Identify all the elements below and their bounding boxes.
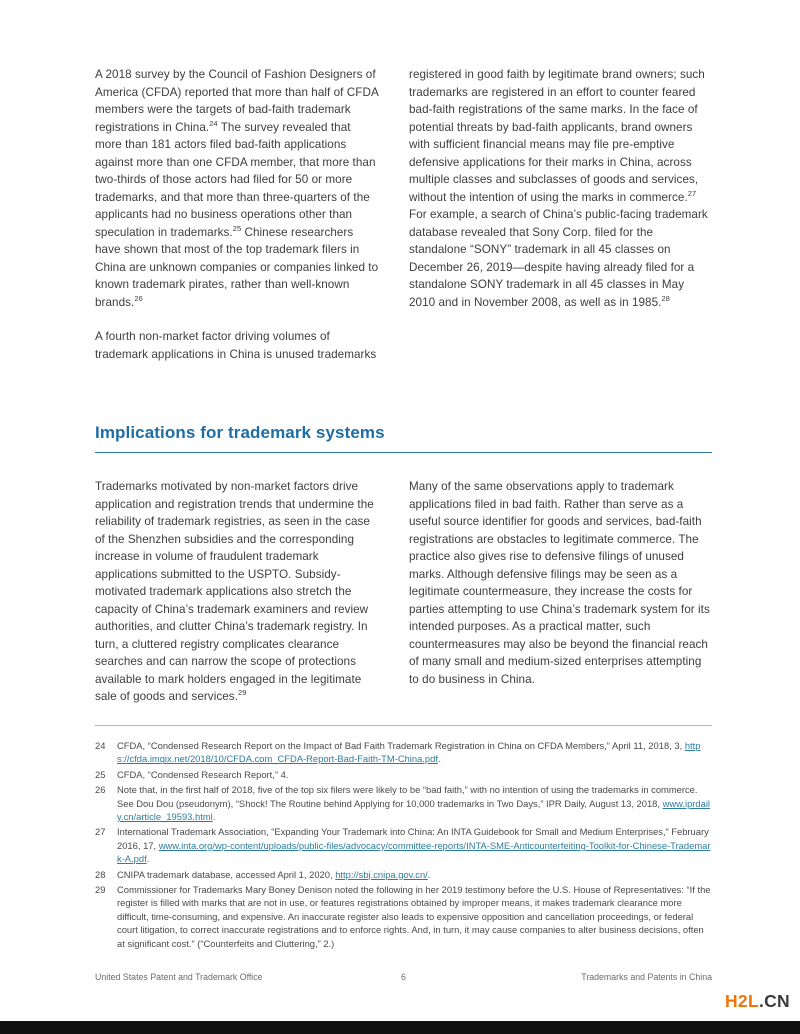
body-paragraph: [95, 478, 379, 706]
text-run: .: [212, 811, 216, 823]
top-left-column: [95, 66, 379, 363]
text-run: Commissioner for Trademarks Mary Boney Denison noted the following in her 2019 testimony before the U.S. House of Representatives: “If the register is filled with marks that are not in use, or features registrations obtained by improper means, it makes trademark clearance more difficult, time-consuming, and expensive. An inaccurate register also leads to expensive opposition and cancellation proceedings, or federal court litigation, to correct inaccurate registrations and to enforce rights. And, in turn, it may cause companies to alter business decisions, often at significant cost.” (“Counterfeits and Cluttering,” 2.): [117, 884, 711, 949]
footnote-ref: 29: [237, 688, 247, 698]
footnote-link[interactable]: www.inta.org/wp-content/uploads/public-files/advocacy/committee-reports/INTA-SME-Anticounterfeiting-Toolkit-for-Chinese-Trademark-A.pdf: [117, 839, 711, 865]
section-text-block: [95, 478, 712, 706]
text-run: CFDA, “Condensed Research Report,” 4.: [117, 768, 289, 780]
text-run: A fourth non-market factor driving volumes of trademark applications in China is unused trademarks: [95, 330, 377, 361]
text-run: The survey revealed that more than 181 actors filed bad-faith applications against more than one CFDA member, that more than two-thirds of those actors had filed for 50 or more trademarks, and that more than three-quarters of the applicants had no business operations other than speculation in trademarks.: [95, 120, 376, 239]
footnote-row: [95, 868, 712, 881]
top-text-block: [95, 66, 712, 363]
page-number: 6: [401, 972, 406, 982]
footer-organization: United States Patent and Trademark Office: [95, 972, 263, 982]
text-run: A 2018 survey by the Council of Fashion Designers of America (CFDA) reported that more than half of CFDA members were the targets of bad-faith trademark registrations in China.: [95, 68, 379, 134]
section-left-column: [95, 478, 379, 706]
watermark: [725, 991, 790, 1012]
footnote-link[interactable]: www.iprdaily.cn/article_19593.html: [117, 797, 711, 823]
footnote-row: [95, 739, 712, 766]
footnote-number: 25: [95, 768, 106, 780]
footnote-ref: 27: [687, 188, 697, 198]
footer-document-title: Trademarks and Patents in China: [581, 972, 712, 982]
text-run: .: [427, 868, 431, 880]
footnote-row: [95, 783, 712, 823]
footnote-row: [95, 768, 712, 781]
footnote-row: [95, 825, 712, 865]
body-paragraph: [95, 328, 379, 363]
implications-section: [95, 423, 712, 706]
text-run: Chinese researchers have shown that most of the top trademark filers in China are unknown companies or companies linked to known trademark pirates, rather than well-known brands.: [95, 225, 379, 309]
text-run: .: [146, 853, 150, 865]
text-run: For example, a search of China’s public-facing trademark database revealed that Sony Corp. filed for the standalone “SONY” trademark in all 45 classes on December 26, 2019—despite having already filed for a standalone SONY trademark in all 45 classes in May 2010 and in November 2008, as well as in 1985.: [409, 208, 708, 309]
footnote-number: 27: [95, 826, 106, 838]
text-run: CNIPA trademark database, accessed April 1, 2020,: [117, 868, 336, 880]
footnote-text: [117, 739, 712, 766]
text-run: CFDA, “Condensed Research Report on the Impact of Bad Faith Trademark Registration in China on CFDA Members,” April 11, 2018, 3,: [117, 740, 685, 751]
text-run: Many of the same observations apply to trademark applications filed in bad faith. Rather than serve as a useful source identifier for goods and services, bad-faith registrations are obstacles to legitimate commerce. The practice also gives rise to defensive filings of unused marks. Although defensive filings may be seen as a legitimate countermeasure, they increase the costs for parties attempting to use China’s trademark system for its intended purposes. As a practical matter, such countermeasures may also be beyond the financial reach of many small and medium-sized enterprises attempting to do business in China.: [409, 480, 710, 686]
body-paragraph: [95, 66, 379, 311]
footnote-ref: 25: [232, 223, 242, 233]
footnote-number: 26: [95, 784, 106, 796]
footnote-text: [117, 868, 712, 881]
footnote-ref: 28: [661, 293, 670, 303]
text-run: Note that, in the first half of 2018, five of the top six filers were likely to be “bad faith,” with no intention of using the trademarks in commerce. See Dou Dou (pseudonym), “Shock! The Routine behind Applying for 10,000 trademarks in Two Days,” IPR Daily, August 13, 2018,: [117, 784, 698, 809]
text-run: Trademarks motivated by non-market factors drive application and registration trends that undermine the reliability of trademark registries, as seen in the case of the Shenzhen subsidies and the corresponding increase in volume of fraudulent trademark applications submitted to the USPTO. Subsidy-motivated trademark applications also stretch the capacity of China’s trademark examiners and review authorities, and clutter China’s trademark registry. In turn, a cluttered registry complicates clearance searches and can narrow the scope of protections available to mark holders engaged in the legitimate sale of goods and services.: [95, 480, 374, 703]
body-paragraph: [409, 66, 712, 311]
text-run: registered in good faith by legitimate brand owners; such trademarks are registered in an effort to counter feared bad-faith registrations of the same marks. In the face of potential threats by bad-faith applicants, brand owners with sufficient financial means may file pre-emptive defensive applications for their marks in China, across multiple classes and subclasses of goods and services, without the intention of using the marks in commerce.: [409, 68, 705, 204]
text-run: .: [437, 753, 441, 765]
page-content: [95, 66, 712, 949]
watermark-brand: H2L: [724, 991, 759, 1011]
footnote-divider: [95, 725, 712, 726]
footnote-ref: 26: [134, 293, 143, 303]
bottom-bar: [0, 1021, 800, 1034]
text-run: International Trademark Association, “Expanding Your Trademark into China: An INTA Guidebook for Small and Medium Enterprises,” February 2016, 17,: [117, 826, 709, 851]
watermark-tld: .CN: [758, 991, 790, 1011]
section-right-column: [409, 478, 712, 706]
body-paragraph: [409, 478, 712, 688]
footnote-link[interactable]: http://sbj.cnipa.gov.cn/: [335, 868, 428, 880]
footnote-text: [117, 825, 712, 865]
footnote-text: [117, 883, 712, 950]
footnote-number: 24: [95, 740, 106, 751]
footnote-number: 28: [95, 868, 106, 880]
footnote-number: 29: [95, 884, 106, 896]
top-right-column: [409, 66, 712, 363]
footnote-text: [117, 768, 712, 781]
footnote-ref: 24: [209, 118, 218, 128]
footnote-row: [95, 883, 712, 950]
page-footer: [95, 972, 712, 984]
section-heading: Implications for trademark systems: [95, 423, 712, 453]
footnote-link[interactable]: https://cfda.imgix.net/2018/10/CFDA.com_CFDA-Report-Bad-Faith-TM-China.pdf: [117, 740, 701, 765]
footnote-text: [117, 783, 712, 823]
footnotes-list: [95, 739, 712, 952]
